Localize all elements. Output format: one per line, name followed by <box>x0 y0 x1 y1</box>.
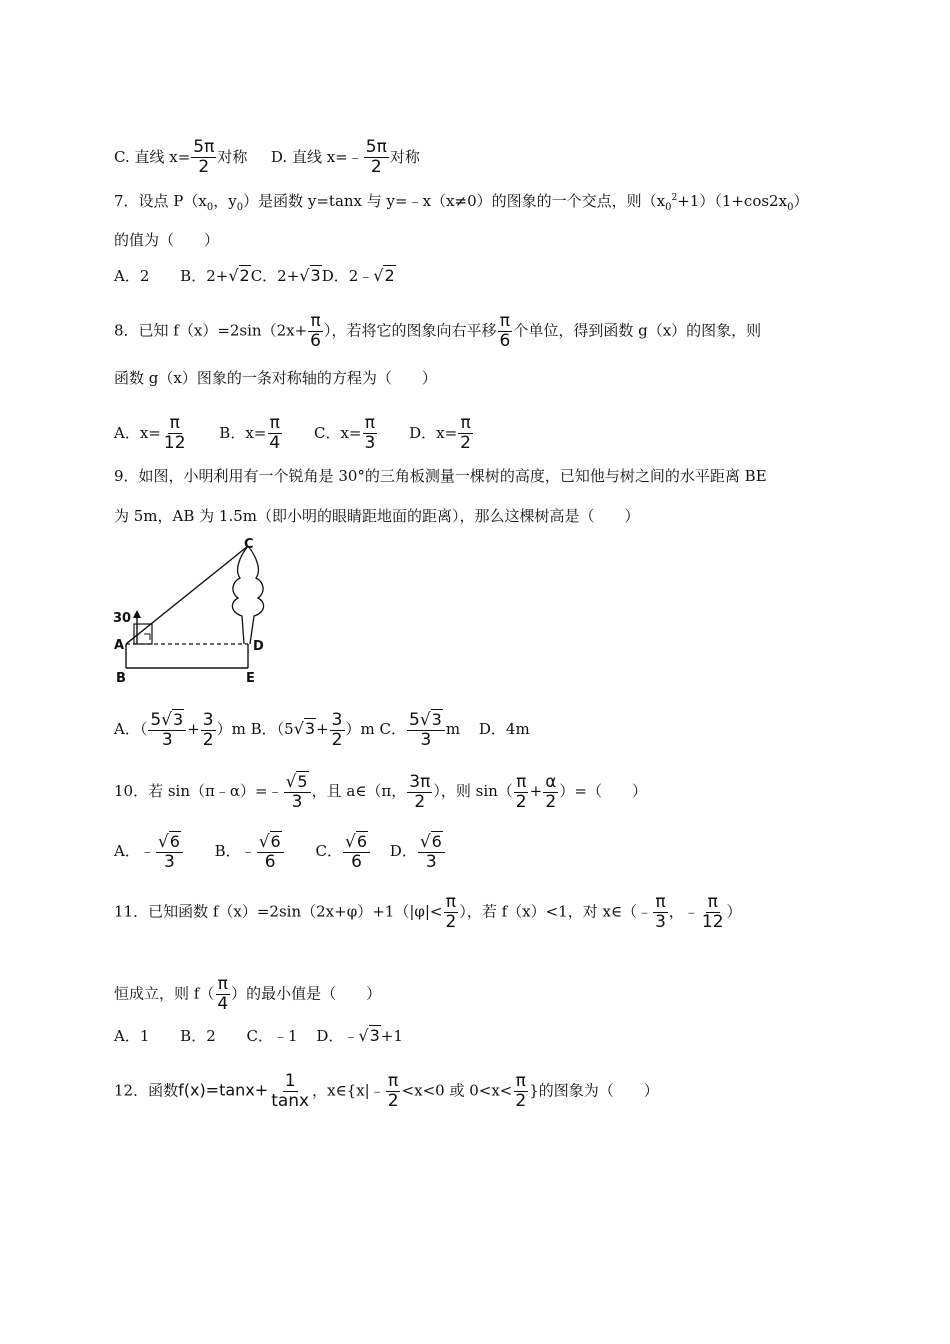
q7-option-d: D．2﹣√2 <box>321 266 395 285</box>
q8-stem: 8．已知 f（x）=2sin（2x+ $\frac{\pi}{6}$ ），若将它的图象向右平移 $\frac{\pi}{6}$ 个单位，得到函数 g（x）的图象，则 <box>114 311 762 351</box>
q8-options <box>114 414 474 453</box>
q6-options <box>114 138 420 177</box>
q6-option-c: C. 直线 x= $\frac{5\pi}{2}$ 对称 <box>114 137 248 177</box>
q9-stem-line2: 为 5m，AB 为 1.5m（即小明的眼睛距地面的距离），那么这棵树高是（ ） <box>114 507 640 525</box>
q7-option-c: C．2+√3 <box>250 266 321 285</box>
label-e: E <box>246 671 255 686</box>
q11-stem-line2: 恒成立，则 f（ $\frac{\pi}{4}$ ）的最小值是（ ） <box>114 974 382 1014</box>
fraction: $\frac{5\pi}{2}$ <box>365 137 387 177</box>
q11-option-b: B．2 <box>180 1027 216 1045</box>
segment-ac <box>126 546 248 644</box>
label-a: A <box>114 638 125 653</box>
q7-option-a: A．2 <box>114 267 150 285</box>
q8-option-c: C．x= $\frac{\pi}{3}$ <box>313 413 376 453</box>
tree-measurement-figure <box>110 536 290 686</box>
q11-stem: 11．已知函数 f（x）=2sin（2x+φ）+1（|φ|< $\frac{\pi}{2}$ ），若 f（x）<1，对 x∈（﹣ $\frac{\pi}{3}$ ，﹣ $\frac{\pi}{12}$ ） <box>114 892 742 932</box>
q9-option-c: C． $\frac{5√3}{3}$ m <box>379 710 461 750</box>
label-c: C <box>244 537 254 552</box>
q8-option-d: D．x= $\frac{\pi}{2}$ <box>409 413 471 453</box>
q8-option-b: B．x= $\frac{\pi}{4}$ <box>219 413 281 453</box>
fraction: $\frac{5\pi}{2}$ <box>193 137 215 177</box>
angle-label: 30 <box>113 611 132 626</box>
q11-options <box>114 1026 403 1046</box>
q8-stem-line2: 函数 g（x）图象的一条对称轴的方程为（ ） <box>114 369 437 387</box>
q9-stem: 9．如图，小明利用有一个锐角是 30°的三角板测量一棵树的高度，已知他与树之间的水平距离 BE <box>114 467 767 485</box>
fraction: $\frac{\pi}{6}$ <box>310 311 321 351</box>
tree-outline <box>232 546 263 644</box>
q10-option-a: A．﹣ $\frac{√6}{3}$ <box>114 842 184 860</box>
q7-option-b: B．2+√2 <box>180 266 250 285</box>
q10-stem: 10．若 sin（π﹣α）=﹣ $\frac{√5}{3}$ ，且 a∈（π， $\frac{3\pi}{2}$ ），则 sin（ $\frac{\pi}{2}$ + $\frac{\alpha}{2}$ ）=（ ） <box>114 771 647 812</box>
q10-option-c: C． $\frac{√6}{6}$ <box>316 842 372 860</box>
arrow-head <box>133 610 141 618</box>
q12-stem: 12．函数f(x)=tanx+ $\frac{1}{\tan x}$ ，x∈{x|﹣ $\frac{\pi}{2}$ <x<0 或 0<x< $\frac{\pi}{2}$ }的图象为（ ） <box>114 1071 659 1111</box>
fraction: $\frac{\pi}{6}$ <box>499 311 511 351</box>
q9-option-b: B．（5√3+ $\frac{3}{2}$ ）m <box>250 709 375 750</box>
q6-option-d: D. 直线 x=﹣ $\frac{5\pi}{2}$ 对称 <box>270 137 420 177</box>
label-d: D <box>253 639 264 654</box>
q10-option-d: D． $\frac{√6}{3}$ <box>390 842 446 860</box>
q7-options <box>114 266 396 286</box>
q11-option-a: A．1 <box>114 1027 150 1045</box>
q7-stem: 7．设点 $P(x_0$，$y_0$）是函数 y=tanx 与 y=﹣x（x≠0）的图象的一个交点，则$(x_0^2+1)(1+\cos 2x_0)$ <box>114 192 809 213</box>
q9-options <box>114 710 530 750</box>
q10-options <box>114 832 446 872</box>
q8-option-a: A．x= $\frac{\pi}{12}$ <box>114 413 186 453</box>
right-angle-mark <box>144 634 150 640</box>
q9-option-a: A．（ $\frac{5√3}{3}$ + $\frac{3}{2}$ ）m <box>114 709 246 750</box>
q11-option-c: C．﹣1 <box>246 1027 298 1045</box>
q7-stem-line2: 的值为（ ） <box>114 231 220 249</box>
q10-option-b: B．﹣ $\frac{√6}{6}$ <box>215 842 285 860</box>
q9-option-d: D．4m <box>478 720 530 738</box>
label-b: B <box>116 671 126 686</box>
q11-option-d: D．﹣√3+1 <box>316 1026 403 1045</box>
